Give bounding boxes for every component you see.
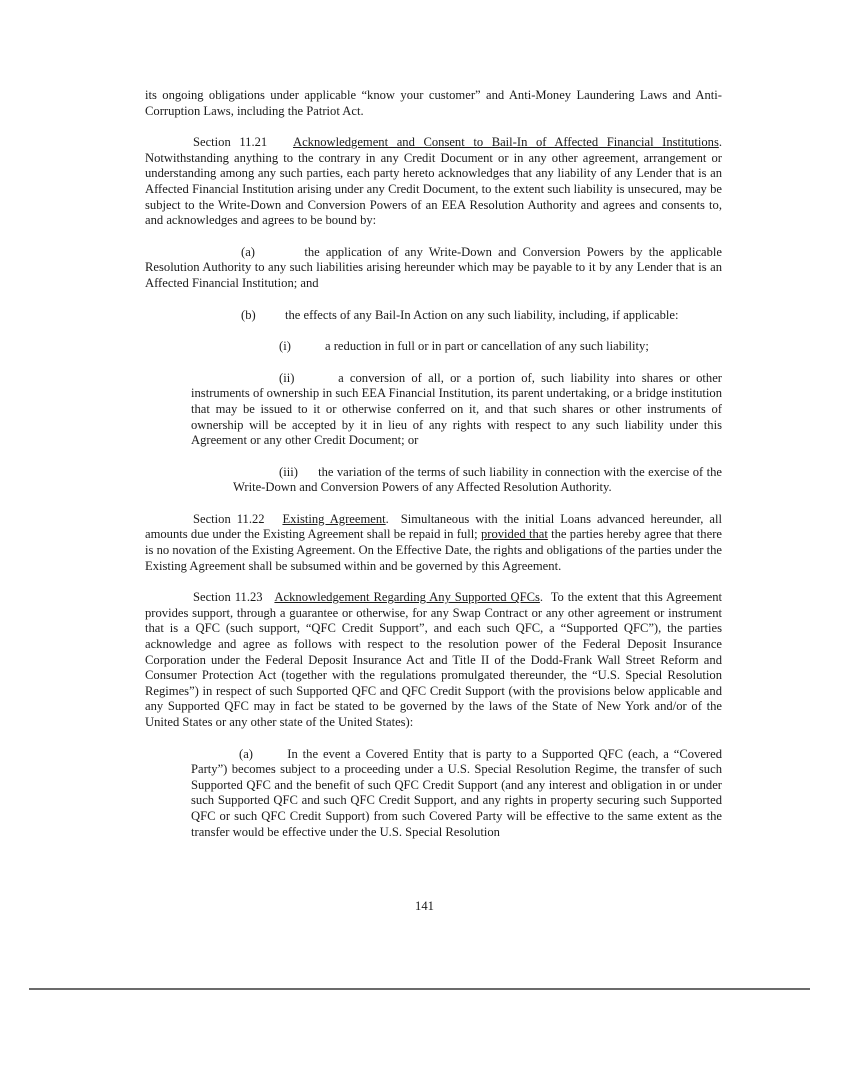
section-11-21: Section 11.21 Acknowledgement and Consent to Bail-In of Affected Financial Institutions. Notwithstanding anything to the contrary in any Credit Document or in any other agreement, arrangement or understanding among any such parties, each party hereto acknowledges that any liability of any Lender that is an Affected Financial Institution arising under any Credit Document, to the extent such liability is unsecured, may be subject to the Write-Down and Conversion Powers of an EEA Resolution Authority and agrees and consents to, and acknowledges and agrees to be bound by:	[145, 135, 722, 228]
section-body: the parties hereby agree that there is no novation of the Existing Agreement. On the Effective Date, the rights and obligations of the parties under the Existing Agreement shall be subsumed within and be governed by this Agreement.	[145, 527, 722, 573]
clause-label: (ii)	[279, 370, 295, 385]
clause-ii	[191, 371, 722, 449]
section-11-22: Section 11.22 Existing Agreement. Simultaneous with the initial Loans advanced hereunder, all amounts due under the Existing Agreement shall be repaid in full; provided that the parties hereby agree that there is no novation of the Existing Agreement. On the Effective Date, the rights and obligations of the parties under the Existing Agreement shall be subsumed within and be governed by this Agreement.	[145, 511, 722, 573]
section-number: Section 11.23	[193, 590, 263, 605]
qfc-clause-a	[191, 747, 722, 841]
clause-a	[145, 245, 722, 292]
clause-text: In the event a Covered Entity that is party to a Supported QFC (each, a “Covered Party”) becomes subject to a proceeding under a U.S. Special Resolution Regime, the transfer of such Supported QFC and the benefit of such QFC Credit Support (and any interest and obligation in or under such Supported QFC and such QFC Credit Support, and any rights in property securing such Supported QFC or such QFC Credit Support) from such Covered Party will be effective to the same extent as the transfer would be effective under the U.S. Special Resolution	[191, 746, 722, 839]
section-heading: Existing Agreement	[282, 511, 386, 526]
section-heading: Acknowledgement and Consent to Bail-In of Affected Financial Institutions	[292, 135, 719, 150]
clause-b	[241, 308, 722, 324]
intro-paragraph: its ongoing obligations under applicable “know your customer” and Anti-Money Laundering Laws and Anti-Corruption Laws, including the Patriot Act.	[145, 88, 722, 118]
provided-that: provided that	[480, 527, 548, 542]
clause-text: the effects of any Bail-In Action on any such liability, including, if applicable:	[285, 307, 679, 322]
clause-text: the application of any Write-Down and Conversion Powers by the applicable Resolution Authority to any such liabilities arising hereunder which may be payable to it by any Lender that is an Affected Financial Institution; and	[145, 244, 723, 290]
page-divider	[29, 988, 810, 990]
section-heading: Acknowledgement Regarding Any Supported QFCs	[274, 590, 540, 605]
clause-label: (iii)	[279, 464, 298, 479]
section-11-23: Section 11.23 Acknowledgement Regarding Any Supported QFCs. To the extent that this Agreement provides support, through a guarantee or otherwise, for any Swap Contract or any other agreement or instrument that is a QFC (such support, “QFC Credit Support”, and each such QFC, a “Supported QFC”), the parties acknowledge and agree as follows with respect to the resolution power of the Federal Deposit Insurance Corporation under the Federal Deposit Insurance Act and Title II of the Dodd-Frank Wall Street Reform and Consumer Protection Act (together with the regulations promulgated thereunder, the “U.S. Special Resolution Regimes”) in respect of such Supported QFC and QFC Credit Support (with the provisions below applicable and any Supported QFC may in fact be stated to be governed by the laws of the State of New York and/or of the United States or any other state of the United States):	[145, 590, 723, 729]
section-number: Section 11.21	[193, 135, 268, 150]
document-page	[145, 88, 722, 840]
clause-i	[279, 339, 722, 355]
clause-iii	[233, 465, 722, 496]
section-body: Notwithstanding anything to the contrary in any Credit Document or in any other agreement, arrangement or understanding among any such parties, each party hereto acknowledges that any liability of any Lender that is an Affected Financial Institution arising under any Credit Document, to the extent such liability is unsecured, may be subject to the Write-Down and Conversion Powers of an EEA Resolution Authority and agrees and consents to, and acknowledges and agrees to be bound by:	[145, 150, 722, 228]
clause-label: (a)	[241, 244, 255, 259]
clause-text: a reduction in full or in part or cancellation of any such liability;	[325, 339, 649, 354]
clause-label: (a)	[239, 746, 253, 761]
clause-label: (b)	[241, 307, 256, 322]
clause-text: the variation of the terms of such liability in connection with the exercise of the Write-Down and Conversion Powers of any Affected Resolution Authority.	[233, 464, 723, 495]
page-number: 141	[415, 899, 434, 913]
clause-text: a conversion of all, or a portion of, such liability into shares or other instruments of ownership in such EEA Financial Institution, its parent undertaking, or a bridge institution that may be issued to it or otherwise conferred on it, and that such shares or other instruments of ownership will be accepted by it in lieu of any rights with respect to any such liability under this Agreement or any other Credit Document; or	[191, 370, 723, 448]
section-number: Section 11.22	[193, 511, 265, 526]
section-body: Simultaneous with the initial Loans advanced hereunder, all amounts due under the Existing Agreement shall be repaid in full;	[145, 511, 722, 542]
section-body: To the extent that this Agreement provides support, through a guarantee or otherwise, for any Swap Contract or any other agreement or instrument that is a QFC (such support, “QFC Credit Support”, and each such QFC, a “Supported QFC”), the parties acknowledge and agree as follows with respect to the resolution power of the Federal Deposit Insurance Corporation under the Federal Deposit Insurance Act and Title II of the Dodd-Frank Wall Street Reform and Consumer Protection Act (together with the regulations promulgated thereunder, the “U.S. Special Resolution Regimes”) in respect of such Supported QFC and QFC Credit Support (with the provisions below applicable and any Supported QFC may in fact be stated to be governed by the laws of the State of New York and/or of the United States or any other state of the United States):	[145, 590, 723, 729]
clause-label: (i)	[279, 339, 291, 354]
